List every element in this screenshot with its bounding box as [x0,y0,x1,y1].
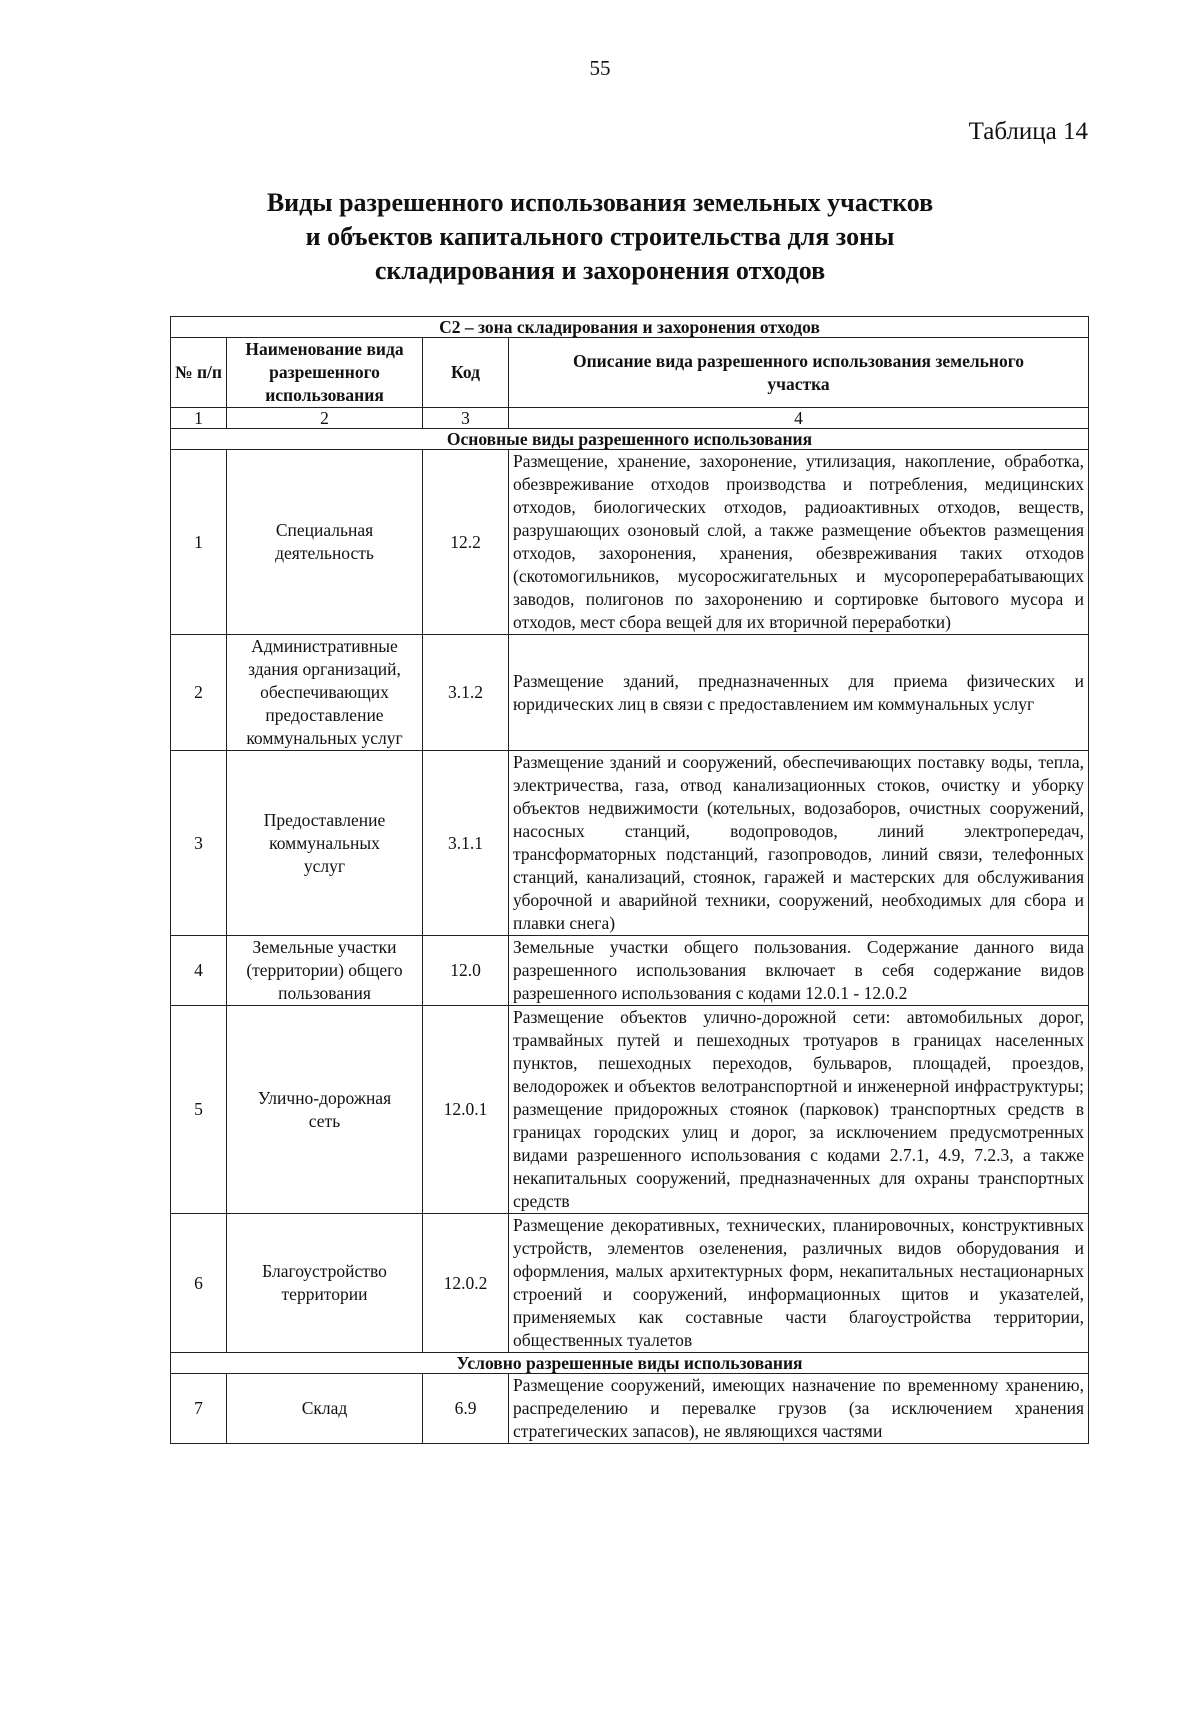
row-name: Склад [227,1374,423,1444]
table-row [171,1214,1089,1353]
row-code: 6.9 [423,1374,509,1444]
table-row [171,751,1089,936]
row-description: Размещение зданий и сооружений, обеспечивающих поставку воды, тепла, электричества, газа, отвод канализационных стоков, очистку и уборку объектов недвижимости (котельных, водозаборов, очистных сооружений, насосных станций, водопроводов, линий электропередач, трансформаторных подстанций, газопроводов, линий связи, телефонных станций, канализаций, стоянок, гаражей и мастерских для обслуживания уборочной и аварийной техники, сооружений, необходимых для сбора и плавки снега) [509,751,1089,936]
row-name: Благоустройство территории [227,1214,423,1353]
row-description: Размещение, хранение, захоронение, утилизация, накопление, обработка, обезвреживание отходов производства и потребления, медицинских отходов, биологических отходов, радиоактивных отходов, веществ, разрушающих озоновый слой, а также размещение объектов размещения отходов, захоронения, хранения, обезвреживания таких отходов (скотомогильников, мусоросжигательных и мусороперерабатывающих заводов, полигонов по захоронению и сортировке бытового мусора и отходов, мест сбора вещей для их вторичной переработки) [509,450,1089,635]
row-code: 12.0.1 [423,1006,509,1214]
section-row [171,1353,1089,1374]
row-code: 3.1.1 [423,751,509,936]
row-num: 5 [171,1006,227,1214]
row-name: Специальная деятельность [227,450,423,635]
row-code: 12.2 [423,450,509,635]
header-name: Наименование вида разрешенного использования [227,338,423,408]
row-name: Административные здания организаций, обеспечивающих предоставление коммунальных услуг [227,635,423,751]
table-row [171,1374,1089,1444]
table-row [171,635,1089,751]
section-main-title: Основные виды разрешенного использования [171,429,1089,450]
row-num: 4 [171,936,227,1006]
zone-header-row [171,317,1089,338]
header-description: Описание вида разрешенного использования земельного участка [509,338,1089,408]
zone-header: С2 – зона складирования и захоронения отходов [171,317,1089,338]
row-description: Размещение зданий, предназначенных для приема физических и юридических лиц в связи с предоставлением им коммунальных услуг [509,635,1089,751]
row-description: Размещение декоративных, технических, планировочных, конструктивных устройств, элементов озеленения, различных видов оборудования и оформления, малых архитектурных форм, некапитальных нестационарных строений и сооружений, информационных щитов и указателей, применяемых как составные части благоустройства территории, общественных туалетов [509,1214,1089,1353]
row-num: 3 [171,751,227,936]
column-number: 4 [509,408,1089,429]
page-number: 55 [589,56,611,80]
column-number-row [171,408,1089,429]
row-description: Земельные участки общего пользования. Содержание данного вида разрешенного использования включает в себя содержание видов разрешенного использования с кодами 12.0.1 - 12.0.2 [509,936,1089,1006]
table-row [171,936,1089,1006]
row-name: Земельные участки (территории) общего пользования [227,936,423,1006]
table-row [171,450,1089,635]
row-num: 7 [171,1374,227,1444]
row-num: 1 [171,450,227,635]
row-code: 12.0.2 [423,1214,509,1353]
title-line: и объектов капитального строительства для зоны [305,222,895,251]
column-number: 2 [227,408,423,429]
title-line: складирования и захоронения отходов [374,256,826,285]
row-description: Размещение сооружений, имеющих назначение по временному хранению, распределению и перевалке грузов (за исключением хранения стратегических запасов), не являющихся частями [509,1374,1089,1444]
land-use-table [170,316,1089,1444]
title-line: Виды разрешенного использования земельных участков [266,188,934,217]
row-code: 12.0 [423,936,509,1006]
row-name: Предоставление коммунальных услуг [227,751,423,936]
row-num: 2 [171,635,227,751]
row-code: 3.1.2 [423,635,509,751]
row-description: Размещение объектов улично-дорожной сети: автомобильных дорог, трамвайных путей и пешеходных тротуаров в границах населенных пунктов, пешеходных переходов, бульваров, площадей, проездов, велодорожек и объектов велотранспортной и инженерной инфраструктуры; размещение придорожных стоянок (парковок) транспортных средств в границах городских улиц и дорог, за исключением предусмотренных видами разрешенного использования с кодами 2.7.1, 4.9, 7.2.3, а также некапитальных сооружений, предназначенных для охраны транспортных средств [509,1006,1089,1214]
column-number: 1 [171,408,227,429]
table-label: Таблица 14 [968,118,1088,145]
header-num: № п/п [171,338,227,408]
section-conditional-title: Условно разрешенные виды использования [171,1353,1089,1374]
header-code: Код [423,338,509,408]
document-title [0,186,1200,288]
table-row [171,1006,1089,1214]
row-name: Улично-дорожная сеть [227,1006,423,1214]
section-row [171,429,1089,450]
column-header-row [171,338,1089,408]
row-num: 6 [171,1214,227,1353]
column-number: 3 [423,408,509,429]
